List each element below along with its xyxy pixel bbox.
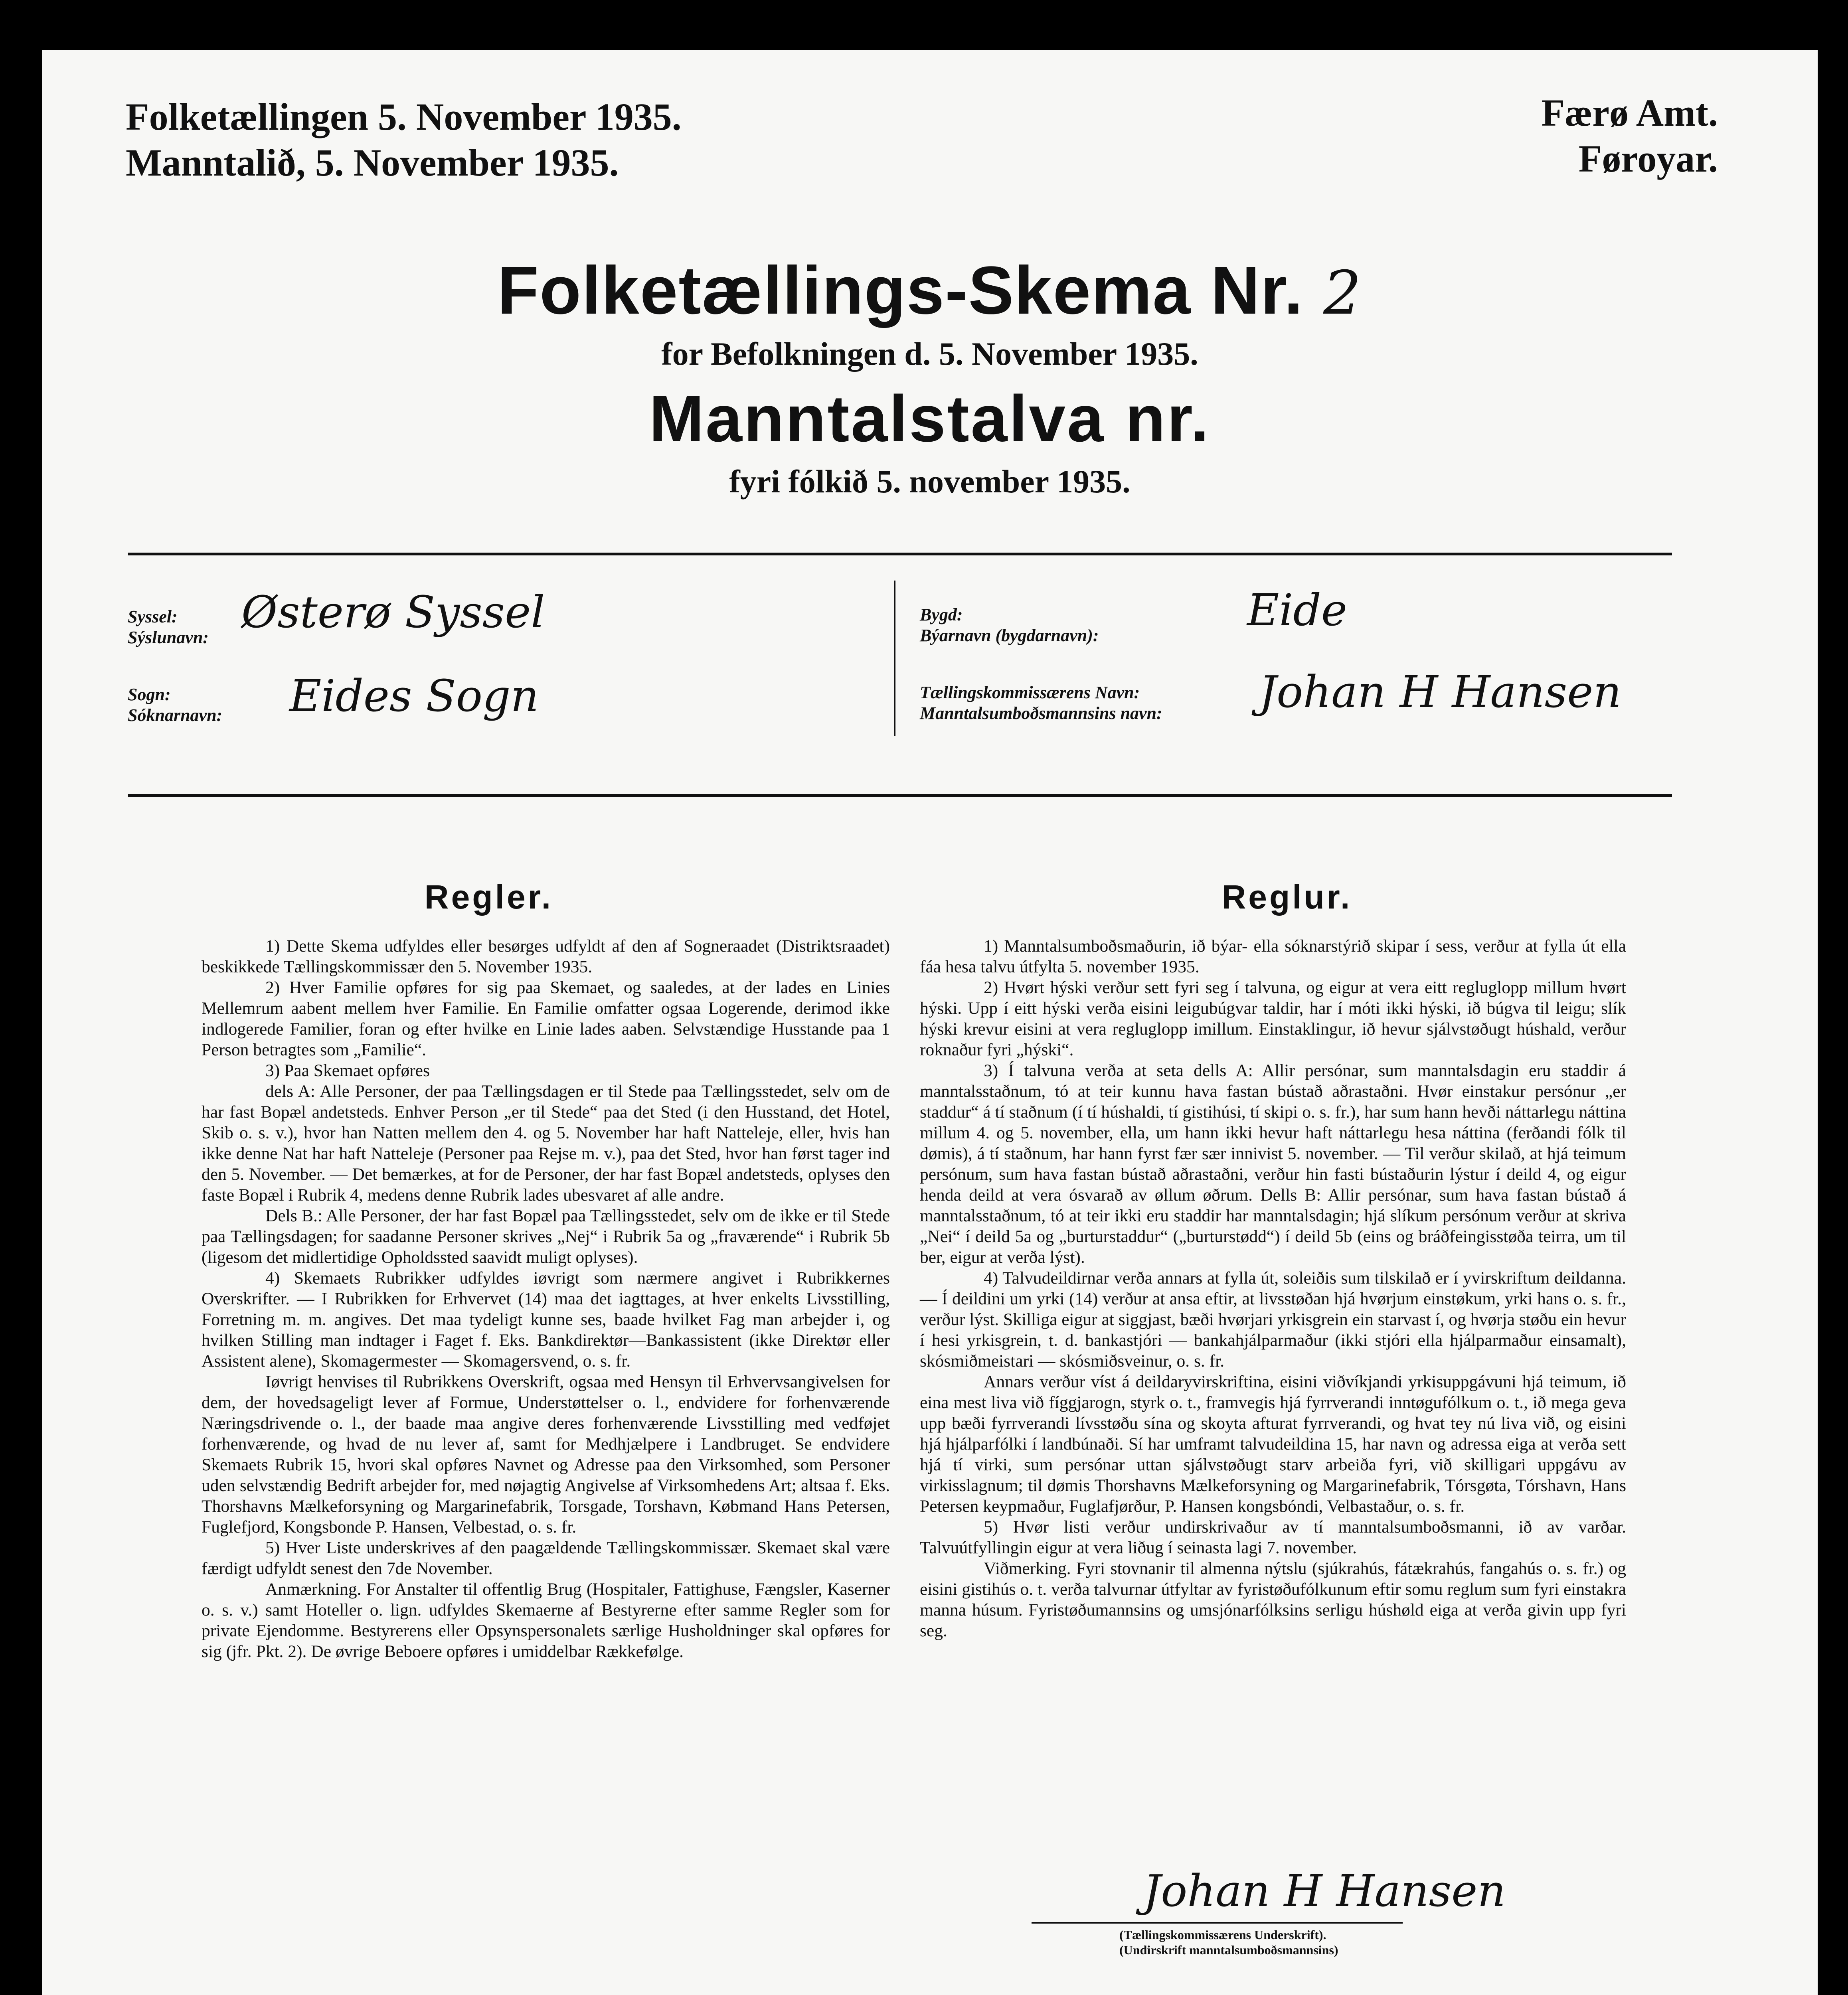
header-left [126,94,682,186]
regler-anmaerkning: Anmærkning. For Anstalter til offentlig Brug (Hospitaler, Fattighuse, Fængsler, Kaserner o. s. v.) samt Hoteller o. lign. udfyldes Skemaerne af Bestyrerne efter samme Regler som for private Ejendomme. Bestyrerens eller Opsynspersonalets særlige Husholdninger skal opføres for sig (jfr. Pkt. 2). De øvrige Beboere opføres i umiddelbar Rækkefølge. [202,1580,890,1661]
regler-heading: Regler. [424,878,553,916]
kommissaer-label: Tællingskommissærens Navn: Manntalsumboðsmannsins navn: [920,683,1162,723]
regler-paragraph: Dels B.: Alle Personer, der har fast Bopæl paa Tællingsstedet, selv om de ikke er til Stede paa Tællingsdagen; for saadanne Personer skrives „Nej“ i Rubrik 5a og „fraværende“ i Rubrik 5b (ligesom det midlertidige Opholdssted saavidt muligt oplyses). [202,1206,890,1267]
reglur-heading: Reglur. [1221,878,1352,916]
sogn-value-handwritten: Eides Sogn [289,670,539,721]
header-faroese-date: Manntalið, 5. November 1935. [126,141,619,184]
reglur-column [920,936,1626,1641]
regler-paragraph: Iøvrigt henvises til Rubrikkens Overskrift, ogsaa med Hensyn til Erhvervsangivelsen for dem, der hovedsageligt lever af Formue, Understøttelser o. l., endvidere for forhenværende Næringsdrivende o. l., der baade maa angive deres forhenværende Livsstilling med vedføjet forhenværende, og hvad de nu lever af, samt for Medhjælpere i Landbruget. Se endvidere Skemaets Rubrik 15, hvori skal opføres Navnet og Adresse paa den Virksomhed, som Personer uden selvstændig Bedrift arbejder for, med nøjagtig Angivelse af Virksomhedens Art; altsaa f. Eks. Thorshavns Mælkeforsyning og Margarinefabrik, Torsgade, Torshavn, Købmand Hans Petersen, Fuglefjord, Kongsbonde P. Hansen, Velbestad, o. s. fr. [202,1372,890,1537]
regler-paragraph: 4) Skemaets Rubrikker udfyldes iøvrigt som nærmere angivet i Rubrikkernes Overskrifter. — I Rubrikken for Erhvervet (14) maa det iagttages, at hver enkelts Livsstilling, Forretning m. m. angives. Det maa tydeligt kunne ses, baade hvilket Fag man arbejder i, og hvilken Stilling man indtager i Faget f. Eks. Bankdirektør—Bankassistent (ikke Direktør eller Assistent alene), Skomagermester — Skomagersvend, o. s. fr. [202,1268,890,1371]
reglur-paragraph: Annars verður víst á deildaryvirskriftina, eisini viðvíkjandi yrkisuppgávuni hjá teimum, ið eina mest liva við fíggjarogn, styrk o. t., framvegis hjá fyrrverandi inntøgufólkum o. t., ið mega geva upp bæði fyrrverandi lívsstøðu sína og skoyta afturat fyrrverandi, og hvat tey nú liva við, og eisini hjá hjálparfólki í landbúnaði. Sí har umframt talvudeildina 15, har navn og adressa eiga at verða sett hjá tí virki, sum persónar uttan sjálvstøðugt starv arbeiða fyri, við skilligari uppgávu av virkisslagnum; til dømis Thorshavns Mælkeforsyning og Margarinefabrik, Tórsgøta, Tórshavn, Hans Petersen keypmaður, Fuglafjørður, P. Hansen kongsbóndi, Velbastaður, o. s. fr. [920,1372,1626,1516]
syssel-value-handwritten: Østerø Syssel [241,587,545,638]
census-form-sheet [42,50,1818,1995]
header-foroyar: Føroyar. [1578,137,1718,180]
form-title-danish [42,251,1818,330]
regler-paragraph: dels A: Alle Personer, der paa Tællingsdagen er til Stede paa Tællingsstedet, selv om de har fast Bopæl andetsteds. Enhver Person „er til Stede“ paa det Sted (i den Husstand, det Hotel, Skib o. s. v.), hvor han Natten mellem den 4. og 5. November har haft Natteleje, eller, hvis han ikke denne Nat har haft Natteleje (Personer paa Rejse m. v.), paa det Sted, hvor han først tager ind den 5. November. — Det bemærkes, at for de Personer, der har fast Bopæl andetsteds, oplyses den faste Bopæl i Rubrik 4, medens denne Rubrik lades ubesvaret af alle andre. [202,1082,890,1205]
signature-line [1032,1922,1403,1924]
reglur-paragraph: 2) Hvørt hýski verður sett fyri seg í talvuna, og eigur at vera eitt regluglopp millum hvørt hýski. Upp í eitt hýski verða eisini leigubúgvar taldir, har í móti ikki hýski, ið búgva til leigu; slík hýski krevur eisini at vera regluglopp imillum. Einstaklingur, ið hevur sjálvstøðugt húshald, verður roknaður fyri „hýski“. [920,978,1626,1059]
regler-paragraph: 3) Paa Skemaet opføres [265,1061,430,1080]
regler-paragraph: 5) Hver Liste underskrives af den paagældende Tællingskommissær. Skemaet skal være færdigt udfyldt senest den 7de November. [202,1538,890,1578]
sogn-label: Sogn: Sóknarnavn: [128,685,223,725]
divider-vertical [894,581,895,736]
reglur-paragraph: 3) Í talvuna verða at seta dells A: Allir persónar, sum manntalsdagin eru staddir á manntalsstaðnum, tó at teir kunnu hava fastan bústað aðrastaðni. Hvør einstakur persónur „er staddur“ á tí staðnum (í tí húshaldi, tí gistihúsi, tí skipi o. s. fr.), har sum hann hevði náttarlegu náttina millum 4. og 5. november, ella, um hann ikki hevur haft náttarlegu hesa náttina (ferðandi fólk til dømis), á tí staðnum, har hann fyrst fær sær innivist 5. november. — Til verður skilað, at hjá teimum persónum, sum hava fastan bústað aðrastaðni, verður hin fasti bústaðurin lýstur í deild 4, og eigur henda deild at vera ósvarað av øllum øðrum. Dells B: Allir persónar, sum hava fastan bústað á manntalsstaðnum, tó at teir ikki eru staddir har manntalsdagin; hjá slíkum persónum verður at skriva „Nei“ í deild 5a og „burturstaddur“ („burturstødd“) í deild 5b (eins og bráðfeingisstøða teirra, um til ber, eigur at verða lýst). [920,1061,1626,1267]
reglur-paragraph: 5) Hvør listi verður undirskrivaður av tí manntalsumboðsmanni, ið av varðar. Talvuútfyllingin eigur at vera liðug í seinasta lagi 7. november. [920,1517,1626,1557]
divider-top [128,553,1672,555]
header-danish-date: Folketællingen 5. November 1935. [126,95,682,138]
commissioner-signature-handwritten: Johan H Hansen [1143,1865,1506,1916]
bygd-value-handwritten: Eide [1247,585,1347,636]
form-subtitle-faroese: fyri fólkið 5. november 1935. [729,463,1131,500]
form-title-text: Folketællings-Skema Nr. [497,253,1304,328]
reglur-vidmerking: Viðmerking. Fyri stovnanir til almenna nýtslu (sjúkrahús, fátækrahús, fangahús o. s. fr.) og eisini gistihús o. t. verða talvurnar útfyltar av fyristøðufólkunum eftir somu reglum sum fyri einstakra manna húsum. Fyristøðumannsins og umsjónarfólksins serligu húshøld eiga at verða givin upp fyri seg. [920,1559,1626,1640]
form-number-handwritten: 2 [1323,259,1362,328]
divider-mid [128,794,1672,797]
reglur-paragraph: 1) Manntalsumboðsmaðurin, ið býar- ella sóknarstýrið skipar í sess, verður at fylla út ella fáa hesa talvu útfylta 5. november 1935. [920,936,1626,976]
reglur-paragraph: 4) Talvudeildirnar verða annars at fylla út, soleiðis sum tilskilað er í yvirskriftum deildanna. — Í deildini um yrki (14) verður at ansa eftir, at livsstøðan hjá hvørjum einstøkum, yrki hans o. s. fr., verður lýst. Skilliga eigur at siggjast, bæði hvørjari yrkisgrein ein starvast í, og hvørja støðu ein hevur í hesi yrkisgrein, t. d. bankastjóri — bankahjálparmaður (ikki stjóri ella hjálparmaður einsamalt), skósmiðmeistari — skósmiðsveinur, o. s. fr. [920,1268,1626,1371]
form-title-faroese: Manntalstalva nr. [649,382,1211,455]
signature-caption: (Tællingskommissærens Underskrift). (Undirskrift manntalsumboðsmannsins) [1119,1928,1338,1957]
regler-paragraph: 1) Dette Skema udfyldes eller besørges udfyldt af den af Sogneraadet (Distriktsraadet) beskikkede Tællingskommissær den 5. November 1935. [202,936,890,976]
regler-paragraph: 2) Hver Familie opføres for sig paa Skemaet, og saaledes, at der lades en Linies Mellemrum aabent mellem hver Familie. En Familie omfatter ogsaa Logerende, derimod ikke indlogerede Familier, foran og efter hvilke en Linie lades aaben. Selvstændige Husstande paa 1 Person betragtes som „Familie“. [202,978,890,1059]
syssel-label: Syssel: Sýslunavn: [128,607,209,647]
bygd-label: Bygd: Býarnavn (bygdarnavn): [920,605,1099,645]
regler-column [202,936,890,1662]
kommissaer-value-handwritten: Johan H Hansen [1259,666,1622,717]
form-subtitle-danish: for Befolkningen d. 5. November 1935. [661,336,1198,372]
header-amt: Færø Amt. [1541,91,1718,134]
header-right [1541,90,1718,182]
